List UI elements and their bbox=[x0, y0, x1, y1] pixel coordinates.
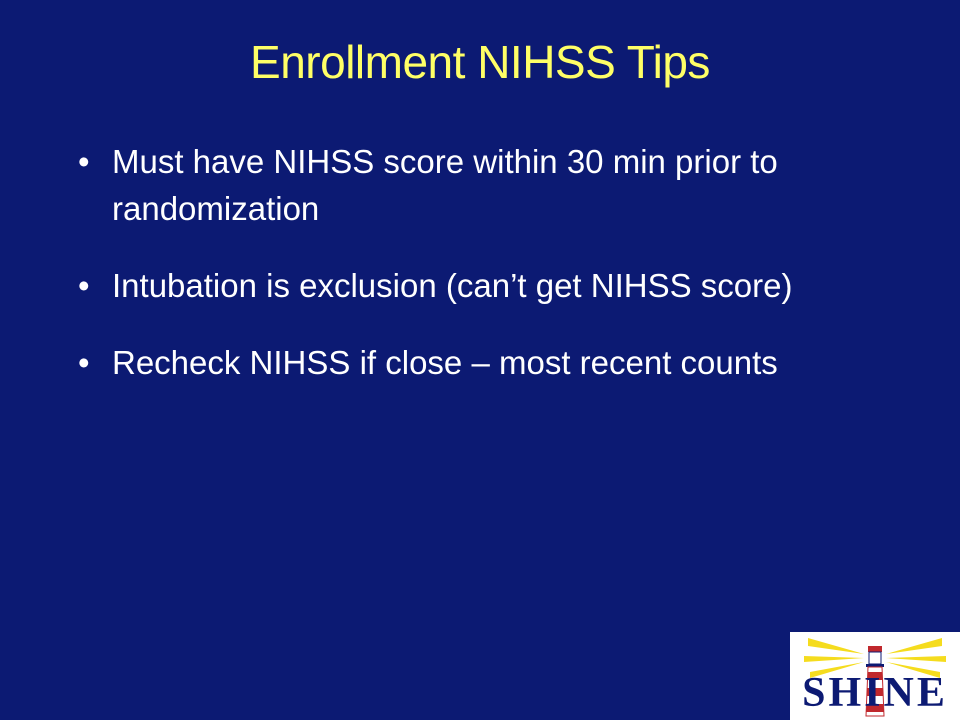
bullet-text: Recheck NIHSS if close – most recent counts bbox=[112, 344, 778, 381]
bullet-marker: • bbox=[78, 143, 90, 180]
bullet-item bbox=[78, 138, 898, 232]
bullet-text: Intubation is exclusion (can’t get NIHSS score) bbox=[112, 267, 793, 304]
bullet-marker: • bbox=[78, 344, 90, 381]
bullet-marker: • bbox=[78, 267, 90, 304]
shine-logo bbox=[790, 632, 960, 720]
bullet-list bbox=[78, 138, 898, 416]
logo-text bbox=[790, 670, 960, 716]
bullet-item bbox=[78, 339, 898, 386]
logo-letters: SHINE bbox=[802, 670, 948, 716]
slide-title: Enrollment NIHSS Tips bbox=[250, 36, 710, 88]
bullet-text: Must have NIHSS score within 30 min prior to randomization bbox=[112, 143, 778, 227]
bullet-item bbox=[78, 262, 898, 309]
